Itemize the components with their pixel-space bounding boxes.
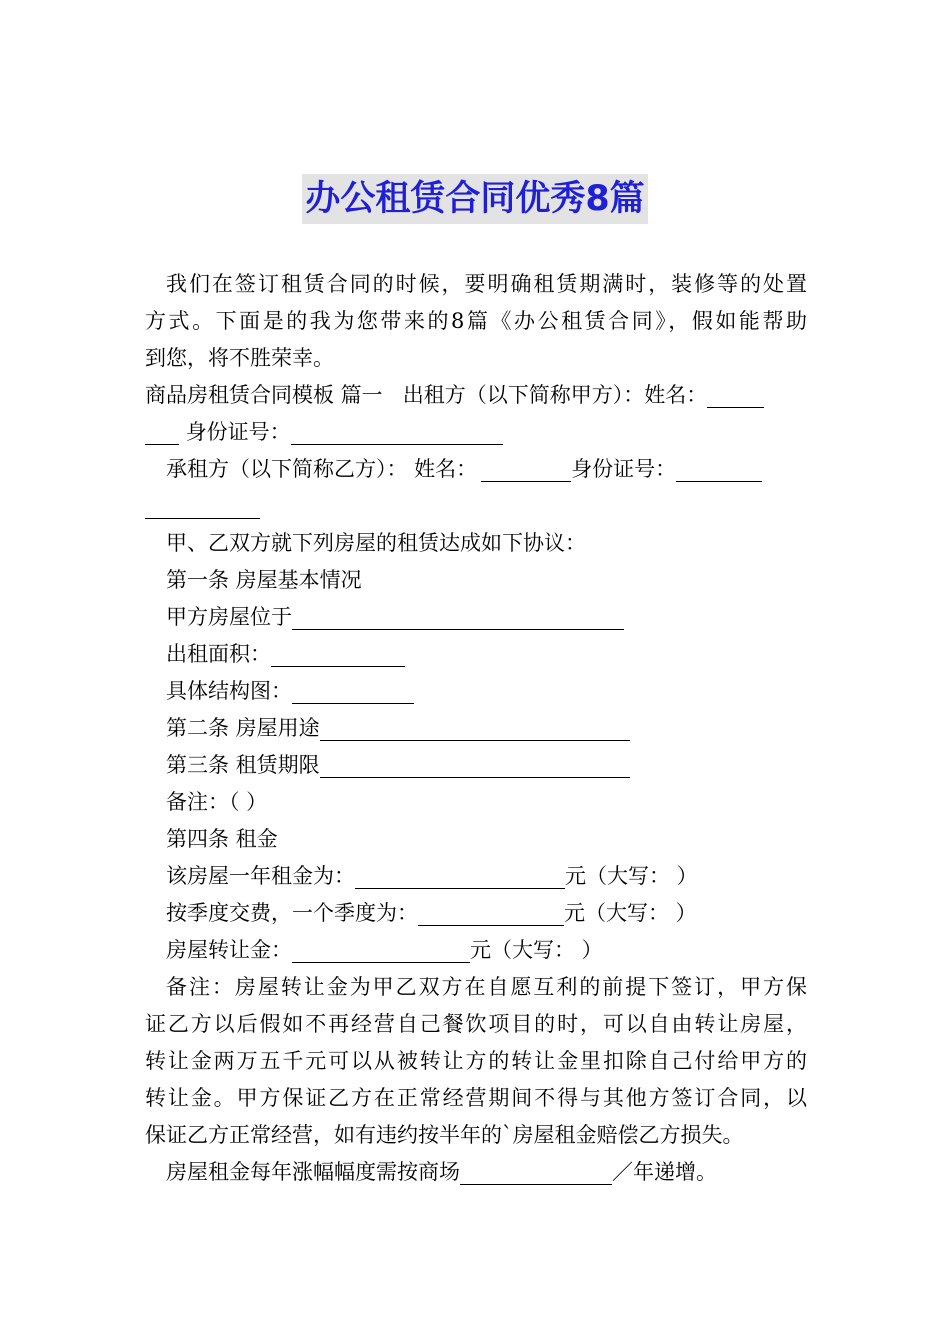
document-title-block <box>0 174 950 224</box>
article-3-line <box>145 747 807 784</box>
rent-quarter-blank <box>418 901 564 926</box>
structure-blank <box>292 679 414 704</box>
remark-line-4: 转让金。甲方保证乙方在正常经营期间不得与其他方签订合同，以 <box>145 1086 807 1110</box>
location-label: 甲方房屋位于 <box>166 605 292 629</box>
rent-year-blank <box>355 864 565 889</box>
lessor-label: 出租方（以下简称甲方）：姓名： <box>402 383 708 407</box>
area-label: 出租面积： <box>166 642 271 666</box>
location-blank <box>292 605 624 630</box>
location-line <box>145 599 807 636</box>
area-line <box>145 636 807 673</box>
remark-line-1: 备注：房屋转让金为甲乙双方在自愿互利的前提下签订，甲方保 <box>166 975 807 999</box>
lessee-label: 承租方（以下简称乙方）： 姓名： <box>166 457 478 481</box>
rent-quarter-line <box>145 895 807 932</box>
rent-quarter-label: 按季度交费，一个季度为： <box>166 901 418 925</box>
transfer-fee-label: 房屋转让金： <box>166 938 292 962</box>
transfer-fee-unit: 元（大写： ） <box>470 938 603 962</box>
template-heading: 商品房租赁合同模板 篇一 <box>145 383 383 407</box>
usage-blank <box>320 716 630 741</box>
note-line: 备注：（ ） <box>166 790 268 814</box>
increase-blank <box>460 1160 612 1185</box>
lessor-line <box>145 377 807 414</box>
document-body <box>145 266 807 1191</box>
lessee-id-blank-cont <box>145 494 260 519</box>
remark-line-3: 转让金两万五千元可以从被转让方的转让金里扣除自己付给甲方的 <box>145 1049 807 1073</box>
lessee-id-blank <box>676 457 762 482</box>
rent-year-line <box>145 858 807 895</box>
rent-year-unit: 元（大写： ） <box>565 864 698 888</box>
intro-line-1: 我们在签订租赁合同的时候，要明确租赁期满时，装修等的处置 <box>166 272 807 296</box>
agreement-line: 甲、乙双方就下列房屋的租赁达成如下协议： <box>166 531 586 555</box>
intro-line-3: 到您，将不胜荣幸。 <box>145 346 334 370</box>
term-blank <box>320 753 630 778</box>
intro-line-2: 方式。下面是的我为您带来的8篇《办公租赁合同》，假如能帮助 <box>145 309 807 333</box>
article-2: 第二条 房屋用途 <box>166 716 320 740</box>
structure-label: 具体结构图： <box>166 679 292 703</box>
lessee-line <box>145 451 807 488</box>
article-3: 第三条 租赁期限 <box>166 753 320 777</box>
rent-year-label: 该房屋一年租金为： <box>166 864 355 888</box>
article-1: 第一条 房屋基本情况 <box>166 568 362 592</box>
article-2-line <box>145 710 807 747</box>
increase-label: 房屋租金每年涨幅幅度需按商场 <box>166 1160 460 1184</box>
rent-quarter-unit: 元（大写： ） <box>564 901 697 925</box>
lessor-name-blank <box>707 383 764 408</box>
transfer-fee-blank <box>292 938 470 963</box>
remark-line-2: 证乙方以后假如不再经营自己餐饮项目的时，可以自由转让房屋， <box>145 1012 807 1036</box>
increase-tail: ／年递增。 <box>612 1160 717 1184</box>
remark-line-5: 保证乙方正常经营，如有违约按半年的`房屋租金赔偿乙方损失。 <box>145 1123 744 1147</box>
lessee-id-label: 身份证号： <box>571 457 677 481</box>
lessee-name-blank <box>481 457 571 482</box>
lessor-id-blank <box>291 420 503 445</box>
area-blank <box>271 642 405 667</box>
article-4: 第四条 租金 <box>166 827 278 851</box>
document-title: 办公租赁合同优秀8篇 <box>302 174 647 224</box>
increase-line <box>145 1154 807 1191</box>
lessor-name-blank-cont <box>145 420 179 445</box>
transfer-fee-line <box>145 932 807 969</box>
lessee-id-cont <box>145 488 807 525</box>
structure-line <box>145 673 807 710</box>
lessor-id-label: 身份证号： <box>185 420 291 444</box>
lessor-id-line <box>145 414 807 451</box>
